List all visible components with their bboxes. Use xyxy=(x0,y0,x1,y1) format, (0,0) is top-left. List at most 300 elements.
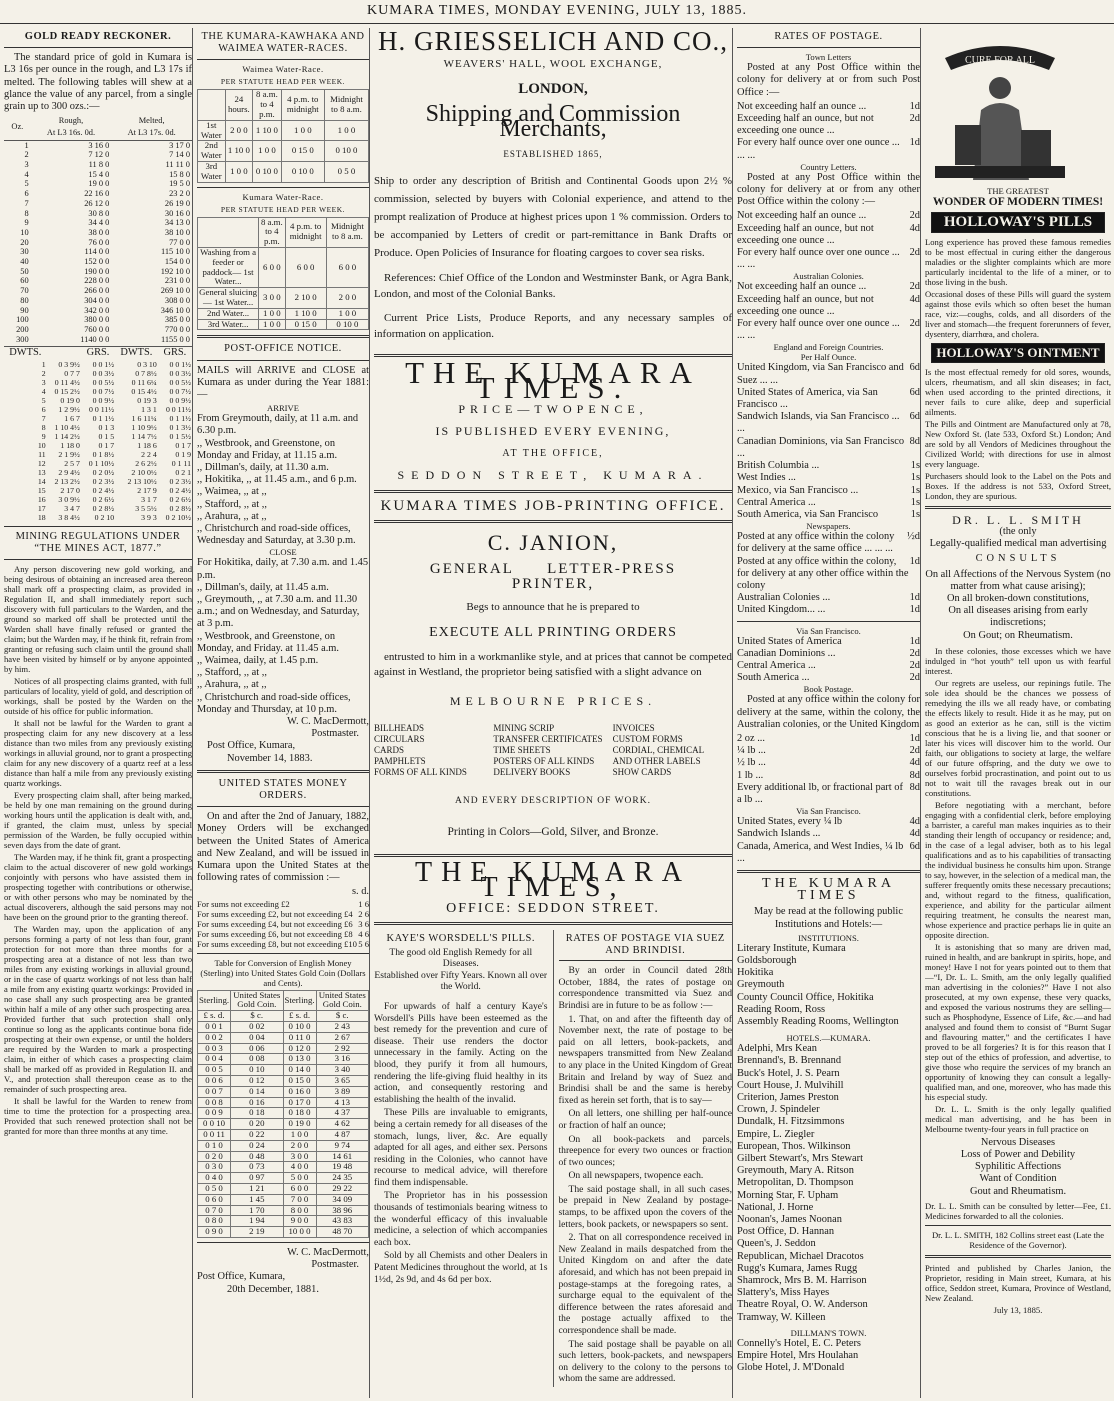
kumara-row-cell: 1 10 0 xyxy=(285,308,326,319)
oz-row-cell: 308 0 0 xyxy=(164,295,190,305)
sf-rate-label: South America ... xyxy=(737,672,810,684)
smith-list xyxy=(925,1137,1111,1198)
mining-paragraph: It shall not be lawful for the Warden to grant a prospecting claim for any new discovery at a less distance than two miles from any previously existing workings in alluvial ground, nor to grant a prospecting claim for any new discovery of a quartz reef at a less distance than half a mile from any previously existing quartz workings. xyxy=(4,718,192,788)
sf2-rows xyxy=(737,816,920,865)
suez-paragraph: 2. That on all correspondence received in New Zealand in mails despatched from the United Kingdom on and after the date aforesaid, and which has not been prepaid in postage-stamps at the foregoing rates, a surcharge equal to the equivalent of the difference between the rates aforesaid and the postage actually affixed to the correspondence shall be made. xyxy=(558,1232,732,1336)
news-rate-label: Posted at any office within the colony for delivery at the same office ... ... ... xyxy=(737,531,895,555)
dwt-row-cell: 0 1 3½ xyxy=(169,422,191,432)
griesselich-established: ESTABLISHED 1865, xyxy=(503,149,603,159)
waimea-row-cell: 1 0 0 xyxy=(253,141,282,162)
waimea-row-cell: 1 10 0 xyxy=(253,120,282,141)
oz-row-cell: 760 0 0 xyxy=(84,324,110,334)
conv-row-cell: 0 06 xyxy=(231,1043,283,1054)
conv-row-cell: 0 0 2 xyxy=(198,1032,231,1043)
oz-row-cell: 15 4 0 xyxy=(88,169,110,179)
hotel: Buck's Hotel, J. S. Pearn xyxy=(737,1067,840,1079)
foreign-rate-label: United States of America, via San Francisco ... xyxy=(737,386,878,411)
institution: Hokitika xyxy=(737,967,774,979)
dwt-row xyxy=(4,495,192,504)
mo-rate-rate: 5 6 xyxy=(358,938,369,949)
oz-row-cell: 20 xyxy=(20,237,29,247)
waimea-row-cell: 0 5 0 xyxy=(324,161,368,182)
dwt-row-cell: 0 1 3 xyxy=(98,422,115,432)
via-sf: Via San Francisco. xyxy=(796,625,861,636)
mo-rate-label: For sums exceeding £2, but not exceeding £4 xyxy=(197,908,353,919)
mo-rate xyxy=(197,929,369,939)
oz-row-cell: 30 16 0 xyxy=(164,208,190,218)
conv-units-cell: £ s. d. xyxy=(283,1011,316,1022)
conv-row-cell: 0 18 xyxy=(231,1108,283,1119)
country-rows xyxy=(737,210,920,271)
book-rate-label: ½ lb ... xyxy=(737,757,766,769)
dwt-head-cell: GRS. xyxy=(163,347,187,359)
conv-row-cell: 9 74 xyxy=(316,1140,368,1151)
kumara-race-table xyxy=(197,217,369,331)
book-rate xyxy=(737,745,920,757)
conv-row-cell: 0 0 5 xyxy=(198,1065,231,1076)
kumara-row xyxy=(198,308,369,319)
oz-row-cell: 34 13 0 xyxy=(164,218,190,228)
kumara-row-cell: 1 0 0 xyxy=(326,308,368,319)
hotel: Dundalk, H. Fitzsimmons xyxy=(737,1116,845,1128)
conv-row-cell: 0 14 0 xyxy=(283,1065,316,1076)
column-5 xyxy=(925,28,1111,1398)
sf2-rate xyxy=(737,841,920,865)
read-title: THE KUMARA TIMES xyxy=(762,875,895,904)
dwt-row-cell: 0 3 9½ xyxy=(58,359,80,369)
town-rate-rate: 1d xyxy=(909,137,920,149)
job-item: POSTERS OF ALL KINDS xyxy=(493,756,595,766)
conversion-table xyxy=(197,990,369,1238)
dwt-row-cell: 1 2 9½ xyxy=(58,404,80,414)
sd-label: s. d. xyxy=(351,886,369,898)
suez-notice xyxy=(554,930,733,1387)
conv-row-cell: 0 3 0 xyxy=(198,1162,231,1173)
hotel: Metropolitan, D. Thompson xyxy=(737,1177,854,1189)
kaye-title: KAYE'S WORSDELL'S PILLS. xyxy=(386,933,535,944)
holloway-greatest: THE GREATEST xyxy=(987,186,1049,197)
sf-rate-rate: 2d xyxy=(909,659,920,671)
dwt-row xyxy=(4,468,192,477)
conv-row-cell: 4 37 xyxy=(316,1108,368,1119)
conv-head-cell: United States Gold Coin. xyxy=(316,990,368,1011)
dwt-row-cell: 0 0 11½ xyxy=(89,404,115,414)
conv-row xyxy=(198,1216,369,1227)
rate-note: PER STATUTE HEAD PER WEEK. xyxy=(220,77,346,87)
sf-rate-label: Canadian Dominions ... xyxy=(737,647,836,659)
sf-rate-rate: 1d xyxy=(909,635,920,647)
book-head: Book Postage. xyxy=(803,684,854,695)
smith-consult-letter: Dr. L. L. Smith can be consulted by letter—Fee, £1. Medicines forwarded to all the colonies. xyxy=(925,1200,1111,1221)
mo-rate-rate: 3 6 xyxy=(358,918,369,929)
dwt-row-cell: 0 2 10 xyxy=(94,512,115,522)
mining-text xyxy=(4,564,192,1136)
oz-row xyxy=(4,296,192,306)
conv-row-cell: 0 4 0 xyxy=(198,1173,231,1184)
close-label: CLOSE xyxy=(269,547,297,558)
conv-row xyxy=(198,1043,369,1054)
mo-rate-rate: 1 6 xyxy=(358,898,369,909)
conv-row-cell: 0 22 xyxy=(231,1130,283,1141)
oz-row-cell: 8 xyxy=(24,208,29,218)
conv-row-cell: 1 70 xyxy=(231,1205,283,1216)
waimea-row-cell: 0 10 0 xyxy=(324,141,368,162)
po-date: November 14, 1883. xyxy=(227,752,313,764)
dwt-row-cell: 0 1 9 xyxy=(175,449,191,459)
oz-row-cell: 26 12 0 xyxy=(84,198,110,208)
hotel: Rugg's Kumara, James Rugg xyxy=(737,1262,858,1274)
country-rate-label: Not exceeding half an ounce ... xyxy=(737,210,867,222)
hotel: Slattery's, Miss Hayes xyxy=(737,1287,830,1299)
conv-row-cell: 0 73 xyxy=(231,1162,283,1173)
conv-row xyxy=(198,1054,369,1065)
oz-row-cell: 70 xyxy=(20,286,29,296)
dwt-row-cell: 0 2 1 xyxy=(175,467,191,477)
dwt-row xyxy=(4,504,192,513)
kumara-head-cell: 4 p.m. to midnight xyxy=(285,217,326,247)
dwt-row-cell: 0 2 4½ xyxy=(169,485,191,495)
conv-row-cell: 0 0 10 xyxy=(198,1119,231,1130)
dwt-row xyxy=(4,513,192,522)
oz-row xyxy=(4,218,192,228)
mo-rate xyxy=(197,909,369,919)
oz-row-cell: 11 8 0 xyxy=(88,160,110,170)
conv-row-cell: 0 6 0 xyxy=(198,1194,231,1205)
town-rate xyxy=(737,101,920,113)
conv-row xyxy=(198,1119,369,1130)
book-rate-rate: 1d xyxy=(909,732,920,744)
oz-row xyxy=(4,276,192,286)
oz-row-cell: 19 5 0 xyxy=(169,179,190,189)
oz-row xyxy=(4,160,192,170)
dwt-row-cell: 0 2 4½ xyxy=(92,485,115,495)
conv-title: Table for Conversion of English Money (Sterling) into United States Gold Coin (Dollars and Cents). xyxy=(200,957,366,988)
griesselich-current: Current Price Lists, Produce Reports, and any necessary samples of information on application. xyxy=(374,312,732,340)
conv-row-cell: 2 92 xyxy=(316,1043,368,1054)
dwt-row-cell: 0 2 8½ xyxy=(92,503,115,513)
foreign-rate-label: West Indies ... xyxy=(737,472,796,484)
smith-list-item: Nervous Diseases xyxy=(980,1136,1056,1148)
close-line: ,, Dillman's, daily, at 11.45 a.m. xyxy=(197,581,329,593)
griesselich-references: References: Chief Office of the London and Westminster Bank, or Agra Bank, London, and most of the Colonial Banks. xyxy=(374,272,732,300)
dwt-row-cell: 16 xyxy=(37,494,46,504)
oz-row xyxy=(4,247,192,257)
town-rate-label: Exceeding half an ounce, but not exceeding one ounce ... xyxy=(737,113,874,137)
dwt-row-cell: 18 xyxy=(37,512,46,522)
conv-row xyxy=(198,1097,369,1108)
mining-title: MINING REGULATIONS UNDER “THE MINES ACT, 1877.” xyxy=(15,530,181,554)
conv-row-cell: 0 16 0 xyxy=(283,1086,316,1097)
job-item: INVOICES xyxy=(612,723,655,733)
hotel: European, Thos. Wilkinson xyxy=(737,1140,851,1152)
conv-row-cell: 0 20 xyxy=(231,1119,283,1130)
country-rate xyxy=(737,223,920,247)
town-rate-label: Not exceeding half an ounce ... xyxy=(737,100,867,112)
job-item: PAMPHLETS xyxy=(374,756,426,766)
town-intro: Posted at any Post Office within the colony for delivery at or from such Post Office :— xyxy=(737,62,920,98)
dwt-head-cell: DWTS. xyxy=(9,347,42,359)
country-rate-rate: 4d xyxy=(909,222,920,234)
dwt-row xyxy=(4,387,192,396)
dwt-head-cell xyxy=(47,347,81,360)
smith-paragraph: Dr. L. L. Smith is the only legally qualified medical man advertising, and he has been in Melbourne twenty-four years in full practice on xyxy=(925,1103,1111,1134)
dwt-row-cell: 0 2 0½ xyxy=(92,467,115,477)
dwt-row-cell: 4 xyxy=(41,386,46,396)
dwt-row-cell: 1 18 6 xyxy=(137,440,157,450)
conv-row-cell: 10 0 0 xyxy=(283,1227,316,1238)
hotel-rows xyxy=(737,1043,920,1324)
foreign-rate xyxy=(737,472,920,484)
town-rate-rate: 2d xyxy=(909,113,920,125)
conv-row-cell: 0 13 0 xyxy=(283,1054,316,1065)
oz-row xyxy=(4,325,192,335)
mining-paragraph: Notices of all prospecting claims granted, with full particulars of locality, yield of gold, and description of workings, shall be posted by the Warden on the outside of his office for public information. xyxy=(4,676,192,716)
foreign-rate-rate: 1s xyxy=(910,508,920,520)
foreign-rows xyxy=(737,362,920,521)
conv-row-cell: 0 9 0 xyxy=(198,1227,231,1238)
kumara-row-cell: General sluicing— 1st Water... xyxy=(199,287,258,307)
po-signer: W. C. MacDermott, xyxy=(287,716,369,728)
oz-row-cell: 11 11 0 xyxy=(165,160,190,170)
conv-row-cell: 3 16 xyxy=(316,1054,368,1065)
conv-row-cell: 1 0 0 xyxy=(283,1130,316,1141)
conv-head xyxy=(198,990,369,1011)
sf-rate xyxy=(737,660,920,672)
foreign-rate-label: Sandwich Islands, via San Francisco ... ... xyxy=(737,411,900,435)
sf2-rate-rate: 4d xyxy=(909,816,920,828)
sf-rows xyxy=(737,636,920,685)
dwt-row-cell: 0 0 7½ xyxy=(92,386,115,396)
dwt-row-cell: 2 5 7 xyxy=(64,458,80,468)
conv-row-cell: 0 17 0 xyxy=(283,1097,316,1108)
aus-rate xyxy=(737,294,920,318)
oz-row xyxy=(4,306,192,316)
holloway-ointment-banner: HOLLOWAY'S OINTMENT xyxy=(931,343,1105,363)
janion-entrusted: entrusted to him in a workmanlike style, and at prices that cannot be competed against in Westland, the proprietor being satisfied with a slight advance on xyxy=(374,651,732,678)
book-rate-rate: 8d xyxy=(909,781,920,793)
foreign-rate-label: South America, via San Francisco xyxy=(737,508,879,520)
oz-row-cell: 3 16 0 xyxy=(88,140,110,150)
news-rate-rate: 1d xyxy=(909,604,920,616)
waimea-row-cell: 1st Water xyxy=(198,120,226,141)
hotel: Gilbert Stewart's, Mrs Stewart xyxy=(737,1153,863,1165)
oz-row xyxy=(4,179,192,189)
kumara-row-cell: Washing from a feeder or paddock— 1st Water... xyxy=(198,247,259,287)
dwt-row-cell: 3 xyxy=(41,377,46,387)
waimea-head-cell: 4 p.m. to midnight xyxy=(281,90,324,120)
conv-row-cell: 0 11 0 xyxy=(283,1032,316,1043)
oz-row-cell: 3 17 0 xyxy=(169,140,190,150)
dwt-row-cell: 2 6 2½ xyxy=(135,458,157,468)
dwt-row xyxy=(4,414,192,423)
po-signer-role: Postmaster. xyxy=(311,728,359,740)
oz-row xyxy=(4,335,192,345)
dwt-row-cell: 0 2 6½ xyxy=(92,494,115,504)
institution: Assembly Reading Rooms, Wellington xyxy=(737,1016,899,1028)
conv-row-cell: 14 61 xyxy=(316,1151,368,1162)
institution: Greymouth xyxy=(737,979,785,991)
conv-row xyxy=(198,1022,369,1033)
dwt-row-cell: 1 18 0 xyxy=(60,440,80,450)
dwt-row-cell: 1 xyxy=(41,359,46,369)
foreign-rate xyxy=(737,497,920,509)
mo-rate xyxy=(197,939,369,949)
conv-row-cell: 34 09 xyxy=(316,1194,368,1205)
waimea-row-cell: 0 10 0 xyxy=(281,161,324,182)
dwt-row-cell: 0 1 11 xyxy=(171,458,191,468)
book-rate-label: 2 oz ... xyxy=(737,732,765,744)
head-rough2: At L3 16s. 0d. xyxy=(46,128,96,138)
mining-paragraph: It shall be lawful for the Warden to renew from time to time the protection for a prospecting area. Provided that such renewed protection shall not be granted for more than three months at any time. xyxy=(4,1096,192,1136)
dwt-row-cell: 0 0 7½ xyxy=(169,386,191,396)
oz-row-cell: 3 xyxy=(24,160,29,170)
mo-rate xyxy=(197,919,369,929)
conv-row-cell: 3 0 0 xyxy=(283,1151,316,1162)
hotel: Noonan's, James Noonan xyxy=(737,1214,842,1226)
dwt-row-cell: 12 xyxy=(37,458,46,468)
job-item: CIRCULARS xyxy=(374,734,425,744)
dwt-row-cell: 0 0 9½ xyxy=(92,395,115,405)
imprint: Printed and published by Charles Janion, the Proprietor, residing in Main street, Kumara, at his office, Seddon street, Kumara, Province of Westland, New Zealand. xyxy=(925,1262,1111,1303)
aus-rate-rate: 4d xyxy=(909,293,920,305)
suez-paragraph: The said postage shall, in all such cases, be prepaid in New Zealand by postage-stamps, to be affixed upon the covers of the letters, book packets, or newspapers so sent. xyxy=(558,1183,732,1230)
job-item: FORMS OF ALL KINDS xyxy=(374,767,467,777)
town-head: Town Letters xyxy=(805,52,852,63)
oz-row-cell: 5 xyxy=(24,179,29,189)
col-oz: Oz. xyxy=(4,115,31,140)
news-head: Newspapers. xyxy=(806,521,851,532)
oz-row-cell: 50 xyxy=(20,266,29,276)
oz-row-cell: 22 16 0 xyxy=(84,189,110,199)
oz-row-cell: 80 xyxy=(20,295,29,305)
foreign-head: England and Foreign Countries. xyxy=(773,342,884,353)
conv-units-cell: $ c. xyxy=(231,1011,283,1022)
news-rate-rate: 1d xyxy=(909,592,920,604)
job-item: BILLHEADS xyxy=(374,723,424,733)
waimea-row xyxy=(198,141,369,162)
foreign-rate xyxy=(737,485,920,497)
dillman-hotel: Empire Hotel, Mrs Houlahan xyxy=(737,1350,859,1362)
conv-row-cell: 7 0 0 xyxy=(283,1194,316,1205)
news-rows xyxy=(737,531,920,616)
imprint-date: July 13, 1885. xyxy=(993,1304,1043,1315)
suez-text xyxy=(559,965,733,1385)
dwt-row-cell: 0 1 10½ xyxy=(88,458,115,468)
mo-rate-label: For sums exceeding £8, but not exceeding £10 xyxy=(197,938,357,949)
oz-row-cell: 269 10 0 xyxy=(160,286,190,296)
foreign-rate-rate: 6d xyxy=(909,411,920,423)
mining-paragraph: Any person discovering new gold working, and being desirous of obtaining an increased area thereon shall mark off a prospecting claim, as provided in Regulation II, and shall immediately report such discovery with full particulars to the Warden, and the ground so marked off shall be protected until the Warden shall have finally refused or granted the claim; but the Warden may, if he think fit, refrain from granting or refusing such claim until the ground shall have been visited by himself or by anyone appointed by him. xyxy=(4,564,192,674)
oz-row-cell: 2 xyxy=(24,150,29,160)
kaye-est: Established over Fifty Years. Known all over the World. xyxy=(374,969,548,993)
book-rate-rate: 8d xyxy=(909,769,920,781)
oz-row-cell: 115 10 0 xyxy=(160,247,190,257)
smith-paragraph: Our regrets are useless, our repinings futile. The sole idea should be the chances we possess of remedying the ills we all ready have, or combating the effects likely to result. Hide it as he may, put on as good an exterior as he can, still is the victim conscious that he is a living lie, and that sooner or later his vices will discover him to the world. Our faith, our obligations to society at large, the welfare of our future offspring, and the duty we owe to ourselves forbid procrastination, and point out to us not to wait till the ravages break out in our constitutions. xyxy=(925,677,1111,798)
dwt-row-cell: 2 1 9½ xyxy=(58,449,80,459)
sf-rate xyxy=(737,648,920,660)
town-rate-label: For every half ounce over one ounce ... ... ... xyxy=(737,137,900,161)
conv-units-cell: $ c. xyxy=(316,1011,368,1022)
conv-row-cell: 0 0 7 xyxy=(198,1086,231,1097)
dwt-row-cell: 0 1 7 xyxy=(98,440,115,450)
conv-row xyxy=(198,1151,369,1162)
dwt-row-cell: 0 19 3 xyxy=(137,395,157,405)
conv-row-cell: 19 48 xyxy=(316,1162,368,1173)
conv-row-cell: 0 8 0 xyxy=(198,1216,231,1227)
conv-row-cell: 38 96 xyxy=(316,1205,368,1216)
kumara-row-cell: 2nd Water... xyxy=(198,308,259,319)
conv-row-cell: 0 1 0 xyxy=(198,1140,231,1151)
mo-rate xyxy=(197,899,369,909)
dwt-row-cell: 2 9 4½ xyxy=(58,467,80,477)
suez-paragraph: On all book-packets and parcels, threepence for every two ounces or fraction of two ounces; xyxy=(558,1133,732,1168)
foreign-rate xyxy=(737,509,920,521)
conv-row xyxy=(198,1140,369,1151)
hotels-head: HOTELS.—KUMARA. xyxy=(786,1033,871,1044)
oz-row xyxy=(4,140,192,150)
dwt-row-cell: 14 xyxy=(37,476,46,486)
foreign-rate-rate: 1s xyxy=(910,496,920,508)
griesselich-body: Ship to order any description of British and Continental Goods upon 2½ % commission, selected by buyers with Colonial experience, and attend to the prompt realization of Produce at highest prices upon 1 % commission. Orders to be accompanied by Letters of credit or part-remittance in Bank Drafts or Produce. Open Policies of Insurance for floating cargoes to cover sea risks. xyxy=(374,175,732,259)
smith-paragraph: Before negotiating with a merchant, before engaging with a confidential clerk, before employing a barrister, a careful man makes inquiries as to their standing their length of occupancy or residence; and, in the case of a legal adviser, both as to his legal qualifications and as to his capabilities of transacting the individual business he consults him upon. Strange to say, however, in the selection of a medical man, the sufferer frequently omits these necessary precautions; and, without regard to the fitness, qualification, experience, and ability for the particular ailment requiring treatment, he consults the nearest man, whose experience and practice perhaps lie in quite an opposite direction. xyxy=(925,799,1111,940)
book-rate xyxy=(737,782,920,806)
waimea-row xyxy=(198,161,369,182)
oz-row-cell: 30 xyxy=(20,247,29,257)
dwt-row-cell: 0 11 6¼ xyxy=(131,377,157,387)
conv-row-cell: 0 48 xyxy=(231,1151,283,1162)
mo-date: 20th December, 1881. xyxy=(227,1283,319,1295)
griesselich-name: H. GRIESSELICH AND CO., xyxy=(377,28,729,56)
job-item: CARDS xyxy=(374,745,405,755)
oz-row-cell: 266 0 0 xyxy=(84,286,110,296)
kumara-row-cell: 6 0 0 xyxy=(285,247,326,287)
conv-row-cell: 2 0 0 xyxy=(283,1140,316,1151)
dwt-row xyxy=(4,369,192,378)
sf-rate-rate: 2d xyxy=(909,672,920,684)
country-head: Country Letters. xyxy=(800,161,857,172)
janion-melbourne: MELBOURNE PRICES. xyxy=(449,694,657,708)
country-rate-rate: 2d xyxy=(909,247,920,259)
arrive-line: ,, Hokitika, ,, at 11.45 a.m., and 6 p.m. xyxy=(197,474,357,486)
foreign-rate xyxy=(737,387,920,411)
oz-row-cell: 300 xyxy=(16,334,29,344)
waimea-head xyxy=(198,90,369,120)
waimea-row-cell: 2 0 0 xyxy=(225,120,253,141)
oz-row-cell: 342 0 0 xyxy=(84,305,110,315)
conv-row-cell: 0 0 3 xyxy=(198,1043,231,1054)
column-1 xyxy=(4,28,193,1398)
kumara-row-cell: 6 0 0 xyxy=(259,247,285,287)
pills-text-2: Occasional doses of these Pills will guard the system against those evils which so often beset the human race, viz:—coughs, colds, and all disorders of the liver and stomach—the frequent forerunners of fever, dysentery, diarrhœa, and cholera. xyxy=(925,288,1111,339)
janion-printer: GENERAL LETTER-PRESS PRINTER, xyxy=(429,561,677,592)
conv-row xyxy=(198,1173,369,1184)
hotel: Court House, J. Mulvihill xyxy=(737,1079,844,1091)
rate-note-2: PER STATUTE HEAD PER WEEK. xyxy=(220,204,346,214)
waimea-row-cell: 0 10 0 xyxy=(253,161,282,182)
dwt-row-cell: 1 14 7½ xyxy=(131,431,157,441)
oz-row-cell: 770 0 0 xyxy=(164,324,190,334)
oz-rows xyxy=(4,140,192,344)
conv-row-cell: 0 08 xyxy=(231,1054,283,1065)
conv-row-cell: 43 83 xyxy=(316,1216,368,1227)
dwt-row-cell: 0 7 7 xyxy=(64,368,80,378)
book-intro: Posted at any office within the colony for delivery at the same, within the colony, the Australian colonies, or the United Kingdom xyxy=(737,694,920,730)
town-rate xyxy=(737,113,920,137)
waimea-row-cell: 1 0 0 xyxy=(324,120,368,141)
foreign-rate xyxy=(737,362,920,386)
dwt-row-cell: 0 15 2½ xyxy=(54,386,80,396)
oz-row-cell: 1155 0 0 xyxy=(160,334,190,344)
